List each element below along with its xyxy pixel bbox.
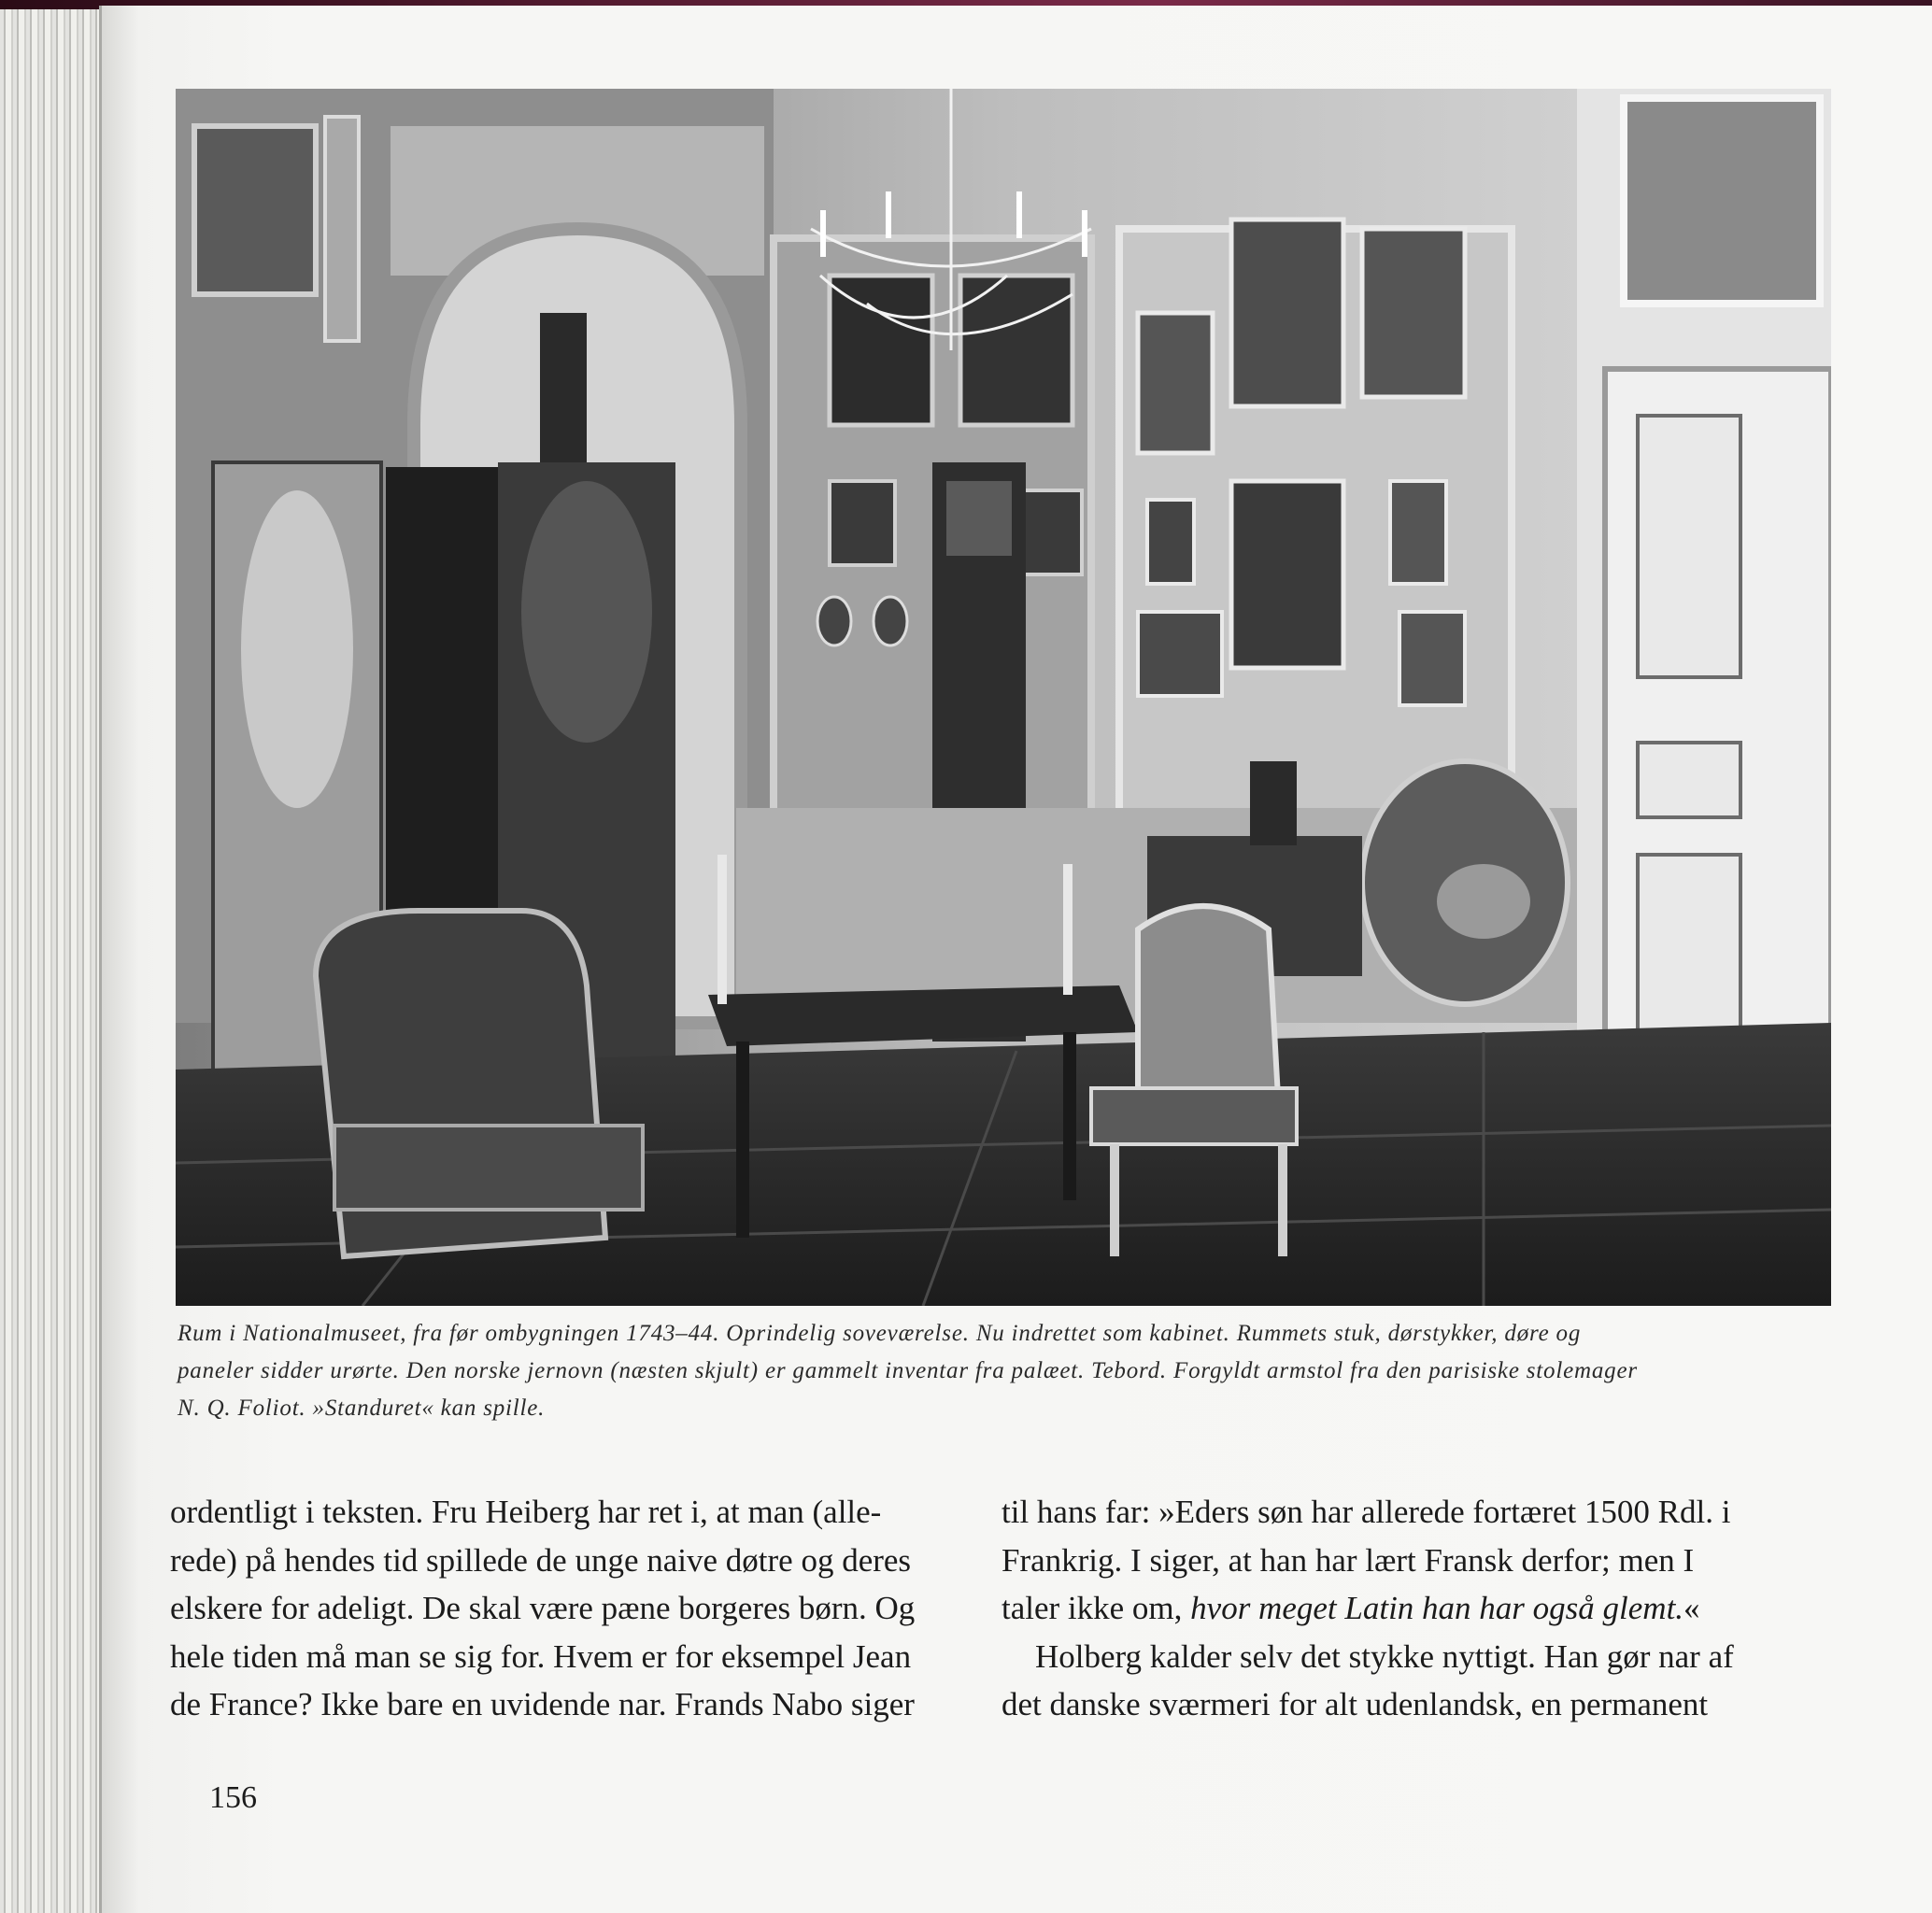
book-page-edges <box>0 9 112 1913</box>
right-text-column <box>1002 1488 1833 1729</box>
photo-illustration <box>176 89 1831 1306</box>
caption-line: paneler sidder urørte. Den norske jernovn (næsten skjult) er gammelt inventar fra palæet. Tebord. Forgyldt armstol fra den parisiske stolemager <box>178 1358 1638 1383</box>
caption-line: Rum i Nationalmuseet, fra før ombygningen 1743–44. Oprindelig soveværelse. Nu indrettet som kabinet. Rummets stuk, dørstykker, døre og <box>178 1321 1582 1346</box>
caption-line: N. Q. Foliot. »Standuret« kan spille. <box>178 1396 546 1421</box>
text-span: taler ikke om, <box>1002 1590 1191 1626</box>
page-number: 156 <box>209 1780 257 1815</box>
text-line: de France? Ikke bare en uvidende nar. Frands Nabo siger <box>170 1686 915 1722</box>
text-line: Frankrig. I siger, at han har lært Fransk derfor; men I <box>1002 1541 1695 1579</box>
text-line: det danske sværmeri for alt udenlandsk, en permanent <box>1002 1686 1709 1722</box>
text-line: ordentligt i teksten. Fru Heiberg har ret i, at man (alle- <box>170 1494 882 1530</box>
text-line: elskere for adeligt. De skal være pæne borgeres børn. Og <box>170 1590 916 1626</box>
left-text-column <box>170 1488 960 1729</box>
text-line: til hans far: »Eders søn har allerede fortæret 1500 Rdl. i <box>1002 1494 1731 1530</box>
text-line: hele tiden må man se sig for. Hvem er for eksempel Jean <box>170 1637 912 1675</box>
italic-quote: hvor meget Latin han har også glemt. <box>1190 1590 1684 1626</box>
photo-caption <box>178 1315 1850 1427</box>
museum-room-photo <box>176 89 1831 1306</box>
text-line: rede) på hendes tid spillede de unge naive døtre og deres <box>170 1541 912 1579</box>
text-line <box>1002 1584 1833 1633</box>
text-span: « <box>1683 1590 1700 1626</box>
paragraph-start-line: Holberg kalder selv det stykke nyttigt. Han gør nar af <box>1035 1637 1734 1675</box>
